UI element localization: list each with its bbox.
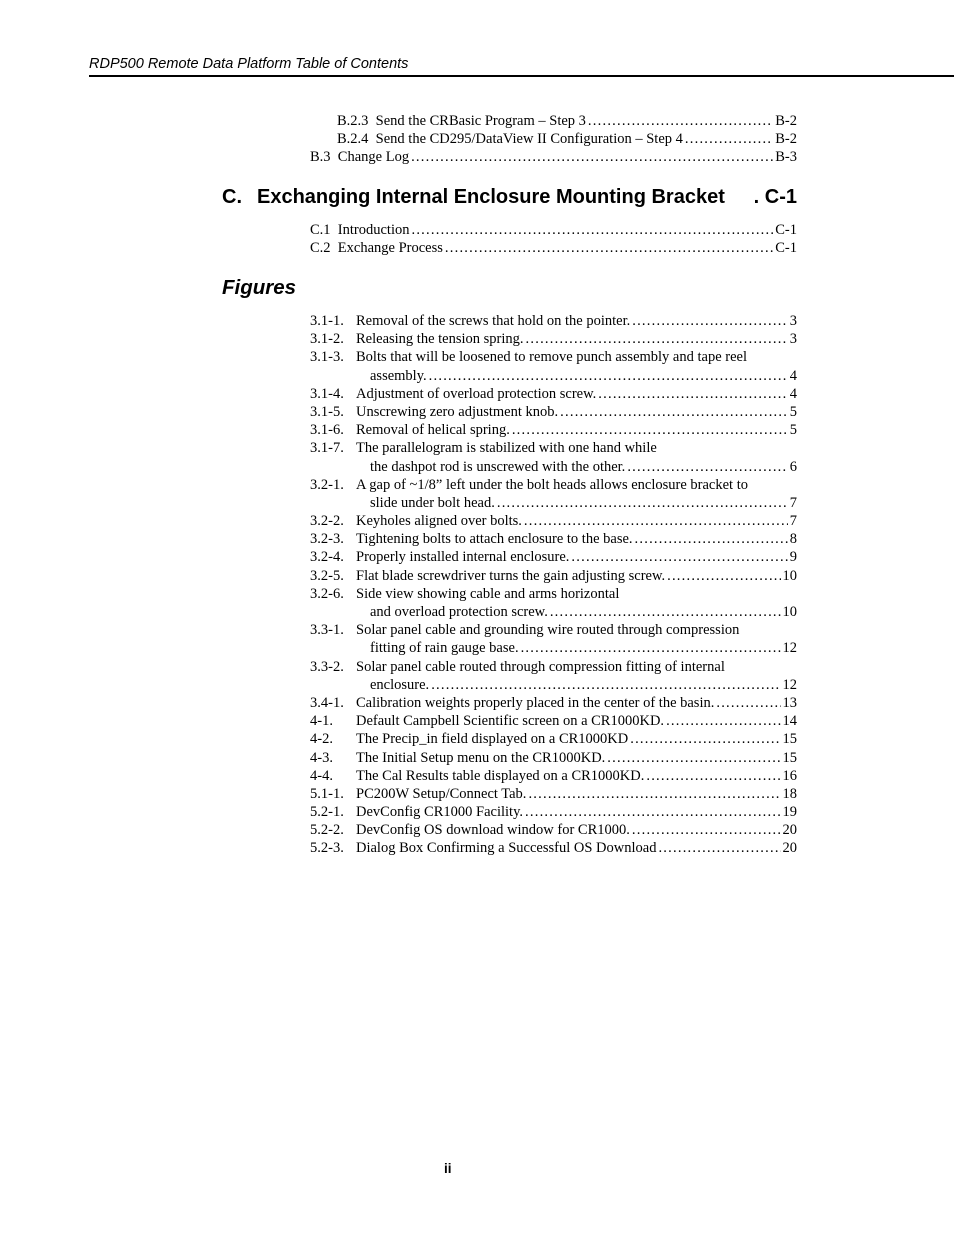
figure-page: 10: [782, 567, 797, 584]
figure-entry-line: [310, 712, 797, 730]
figure-title: Removal of helical spring.: [356, 422, 510, 439]
leader-dots: [571, 548, 787, 566]
figure-entry-line: [310, 730, 797, 748]
figure-entry[interactable]: [310, 567, 797, 585]
figure-entry-line: [310, 621, 797, 639]
figure-number: 4-3.: [310, 749, 333, 766]
toc-entry[interactable]: [310, 130, 797, 148]
figure-title: Properly installed internal enclosure.: [356, 549, 570, 566]
figure-number: 5.2-3.: [310, 840, 344, 857]
figure-entry-line: [310, 767, 797, 785]
leader-dots: [630, 730, 780, 748]
leader-dots: [685, 130, 773, 148]
figure-entry[interactable]: [310, 749, 797, 767]
figure-title: the dashpot rod is unscrewed with the other.: [370, 458, 626, 475]
figure-title: assembly.: [370, 367, 427, 384]
figure-title: Solar panel cable routed through compression fitting of internal: [356, 658, 725, 675]
leader-dots: [560, 403, 788, 421]
figure-entry[interactable]: [310, 585, 797, 621]
toc-entry-number: B.2.4: [337, 131, 369, 148]
toc-entry[interactable]: [310, 239, 797, 257]
appendix-b-entries: [310, 112, 797, 167]
running-header: [89, 55, 954, 77]
figure-page: 3: [789, 331, 797, 348]
toc-entry[interactable]: [310, 148, 797, 166]
figure-page: 20: [782, 840, 797, 857]
toc-entry-page: B-3: [775, 149, 797, 166]
figure-entry-line: [310, 785, 797, 803]
figure-page: 15: [782, 749, 797, 766]
figure-entry[interactable]: [310, 548, 797, 566]
figure-entry-line: [310, 567, 797, 585]
figure-entry-line: [310, 821, 797, 839]
appendix-c-page: . C-1: [748, 186, 797, 208]
figure-entry-line: [310, 458, 797, 476]
leader-dots: [526, 330, 788, 348]
figure-page: 5: [789, 422, 797, 439]
figure-page: 4: [789, 367, 797, 384]
figure-number: 3.1-6.: [310, 422, 344, 439]
figure-number: 3.1-4.: [310, 385, 344, 402]
toc-entry[interactable]: [310, 221, 797, 239]
leader-dots: [525, 803, 780, 821]
figure-entry[interactable]: [310, 730, 797, 748]
figure-title: The parallelogram is stabilized with one hand while: [356, 440, 657, 457]
figure-page: 7: [789, 494, 797, 511]
figure-title: Side view showing cable and arms horizontal: [356, 585, 620, 602]
leader-dots: [550, 603, 781, 621]
appendix-c-title: Exchanging Internal Enclosure Mounting Bracket: [257, 186, 725, 208]
figure-number: 5.2-1.: [310, 804, 344, 821]
leader-dots: [716, 694, 780, 712]
figure-title: Adjustment of overload protection screw.: [356, 385, 597, 402]
figure-entry[interactable]: [310, 330, 797, 348]
figure-page: 20: [782, 822, 797, 839]
toc-entry-page: C-1: [775, 222, 797, 238]
figure-entry-line: [310, 749, 797, 767]
figure-entry-line: [310, 330, 797, 348]
figure-entry[interactable]: [310, 803, 797, 821]
figure-title: A gap of ~1/8” left under the bolt heads allows enclosure bracket to: [356, 476, 748, 493]
figure-number: 3.1-1.: [310, 313, 344, 329]
figure-entry[interactable]: [310, 421, 797, 439]
toc-entry-number: B.3: [310, 149, 331, 166]
figure-entry-line: [310, 312, 797, 330]
leader-dots: [497, 494, 788, 512]
toc-entry-title: Exchange Process: [337, 240, 443, 257]
figure-number: 3.1-2.: [310, 331, 344, 348]
figure-title: Dialog Box Confirming a Successful OS Download: [356, 840, 657, 857]
figure-entry[interactable]: [310, 694, 797, 712]
figure-title: Releasing the tension spring.: [356, 331, 524, 348]
figure-title: Tightening bolts to attach enclosure to the base.: [356, 531, 633, 548]
figure-number: 3.1-5.: [310, 403, 344, 420]
toc-entry[interactable]: [310, 112, 797, 130]
figure-number: 3.2-3.: [310, 531, 344, 548]
figure-title: Bolts that will be loosened to remove punch assembly and tape reel: [356, 349, 747, 366]
figure-entry-line: [310, 676, 797, 694]
figure-title: Flat blade screwdriver turns the gain adjusting screw.: [356, 567, 666, 584]
figure-entry[interactable]: [310, 530, 797, 548]
figure-page: 12: [782, 676, 797, 693]
figure-page: 18: [782, 785, 797, 802]
figure-page: 4: [789, 385, 797, 402]
toc-entry-title: Introduction: [337, 222, 410, 238]
figure-number: 5.1-1.: [310, 785, 344, 802]
figure-entry-line: [310, 694, 797, 712]
toc-entry-number: B.2.3: [337, 113, 369, 129]
figure-entry-line: [310, 476, 797, 494]
leader-dots: [431, 676, 780, 694]
figure-entry-line: [310, 639, 797, 657]
leader-dots: [646, 767, 780, 785]
figure-number: 3.2-2.: [310, 513, 344, 530]
figure-page: 3: [789, 313, 797, 329]
toc-entry-title: Change Log: [337, 149, 410, 166]
leader-dots: [598, 385, 787, 403]
toc-entry-number: C.1: [310, 222, 331, 238]
figure-title: slide under bolt head.: [370, 494, 495, 511]
figure-page: 16: [782, 767, 797, 784]
figure-title: Solar panel cable and grounding wire routed through compression: [356, 622, 740, 639]
figure-entry-line: [310, 603, 797, 621]
figure-title: Calibration weights properly placed in the center of the basin.: [356, 694, 715, 711]
figure-entry[interactable]: [310, 348, 797, 384]
figure-entry[interactable]: [310, 476, 797, 512]
figure-number: 5.2-2.: [310, 822, 344, 839]
leader-dots: [627, 458, 787, 476]
appendix-c-heading[interactable]: [222, 186, 797, 209]
figure-title: The Precip_in field displayed on a CR1000KD: [356, 731, 629, 748]
leader-dots: [445, 239, 773, 257]
figure-entry-line: [310, 658, 797, 676]
leader-dots: [632, 312, 788, 330]
figure-entry[interactable]: [310, 439, 797, 475]
figure-number: 3.1-3.: [310, 349, 344, 366]
figure-entry[interactable]: [310, 658, 797, 694]
figure-title: The Cal Results table displayed on a CR1000KD.: [356, 767, 645, 784]
figure-number: 3.4-1.: [310, 694, 344, 711]
figure-title: Keyholes aligned over bolts.: [356, 513, 522, 530]
figure-entry[interactable]: [310, 785, 797, 803]
figure-title: DevConfig OS download window for CR1000.: [356, 822, 630, 839]
figures-heading: Figures: [222, 276, 297, 299]
appendix-c-number: C.: [222, 186, 242, 208]
figure-number: 3.2-1.: [310, 476, 344, 493]
figure-entry-line: [310, 548, 797, 566]
leader-dots: [666, 712, 780, 730]
figure-number: 4-1.: [310, 713, 333, 730]
figure-title: Default Campbell Scientific screen on a CR1000KD.: [356, 713, 665, 730]
figure-page: 12: [782, 640, 797, 657]
toc-entry-page: B-2: [775, 131, 797, 148]
running-header-title: RDP500 Remote Data Platform Table of Contents: [89, 56, 409, 72]
figure-number: 3.3-1.: [310, 622, 344, 639]
figure-page: 9: [789, 549, 797, 566]
toc-entry-page: B-2: [775, 113, 797, 129]
figure-number: 4-4.: [310, 767, 333, 784]
figure-entry[interactable]: [310, 767, 797, 785]
figure-title: PC200W Setup/Connect Tab.: [356, 785, 527, 802]
figure-page: 19: [782, 804, 797, 821]
page-number: ii: [444, 1161, 452, 1176]
appendix-c-entries: [310, 221, 797, 257]
figure-entry-line: [310, 348, 797, 366]
leader-dots: [411, 221, 773, 239]
figure-entry[interactable]: [310, 712, 797, 730]
figure-entry-line: [310, 839, 797, 857]
figure-title: and overload protection screw.: [370, 604, 548, 620]
toc-entry-number: C.2: [310, 240, 331, 257]
figures-list: [310, 312, 797, 858]
leader-dots: [607, 749, 780, 767]
figure-number: 3.2-6.: [310, 585, 344, 602]
figure-page: 15: [782, 731, 797, 748]
leader-dots: [632, 821, 781, 839]
leader-dots: [411, 148, 773, 166]
figure-entry-line: [310, 421, 797, 439]
figure-page: 5: [789, 403, 797, 420]
figure-entry-line: [310, 439, 797, 457]
figure-number: 3.2-5.: [310, 567, 344, 584]
leader-dots: [521, 639, 781, 657]
figure-page: 10: [782, 604, 797, 620]
figure-page: 14: [782, 713, 797, 730]
figure-title: DevConfig CR1000 Facility.: [356, 804, 524, 821]
figure-entry-line: [310, 403, 797, 421]
figure-entry-line: [310, 512, 797, 530]
figure-title: enclosure.: [370, 676, 430, 693]
figure-number: 4-2.: [310, 731, 333, 748]
figure-entry-line: [310, 803, 797, 821]
figure-number: 3.2-4.: [310, 549, 344, 566]
figure-number: 3.3-2.: [310, 658, 344, 675]
figure-entry-line: [310, 367, 797, 385]
figure-entry[interactable]: [310, 312, 797, 330]
figure-title: Removal of the screws that hold on the pointer.: [356, 313, 631, 329]
figure-title: Unscrewing zero adjustment knob.: [356, 403, 559, 420]
leader-dots: [429, 367, 788, 385]
figure-title: fitting of rain gauge base.: [370, 640, 519, 657]
toc-entry-title: Send the CD295/DataView II Configuration – Step 4: [375, 131, 683, 148]
toc-entry-title: Send the CRBasic Program – Step 3: [375, 113, 586, 129]
leader-dots: [658, 839, 780, 857]
figure-entry[interactable]: [310, 839, 797, 857]
leader-dots: [528, 785, 780, 803]
figure-title: The Initial Setup menu on the CR1000KD.: [356, 749, 606, 766]
figure-entry[interactable]: [310, 512, 797, 530]
figure-entry[interactable]: [310, 621, 797, 657]
toc-entry-page: C-1: [775, 240, 797, 257]
figure-entry-line: [310, 530, 797, 548]
figure-page: 6: [789, 458, 797, 475]
figure-entry-line: [310, 385, 797, 403]
figure-entry-line: [310, 585, 797, 603]
figure-number: 3.1-7.: [310, 440, 344, 457]
figure-entry[interactable]: [310, 821, 797, 839]
leader-dots: [512, 421, 788, 439]
figure-page: 7: [789, 513, 797, 530]
figure-entry[interactable]: [310, 385, 797, 403]
figure-page: 8: [789, 531, 797, 548]
leader-dots: [667, 567, 780, 585]
figure-entry-line: [310, 494, 797, 512]
figure-entry[interactable]: [310, 403, 797, 421]
leader-dots: [588, 112, 773, 130]
figure-page: 13: [782, 694, 797, 711]
leader-dots: [524, 512, 788, 530]
leader-dots: [635, 530, 788, 548]
